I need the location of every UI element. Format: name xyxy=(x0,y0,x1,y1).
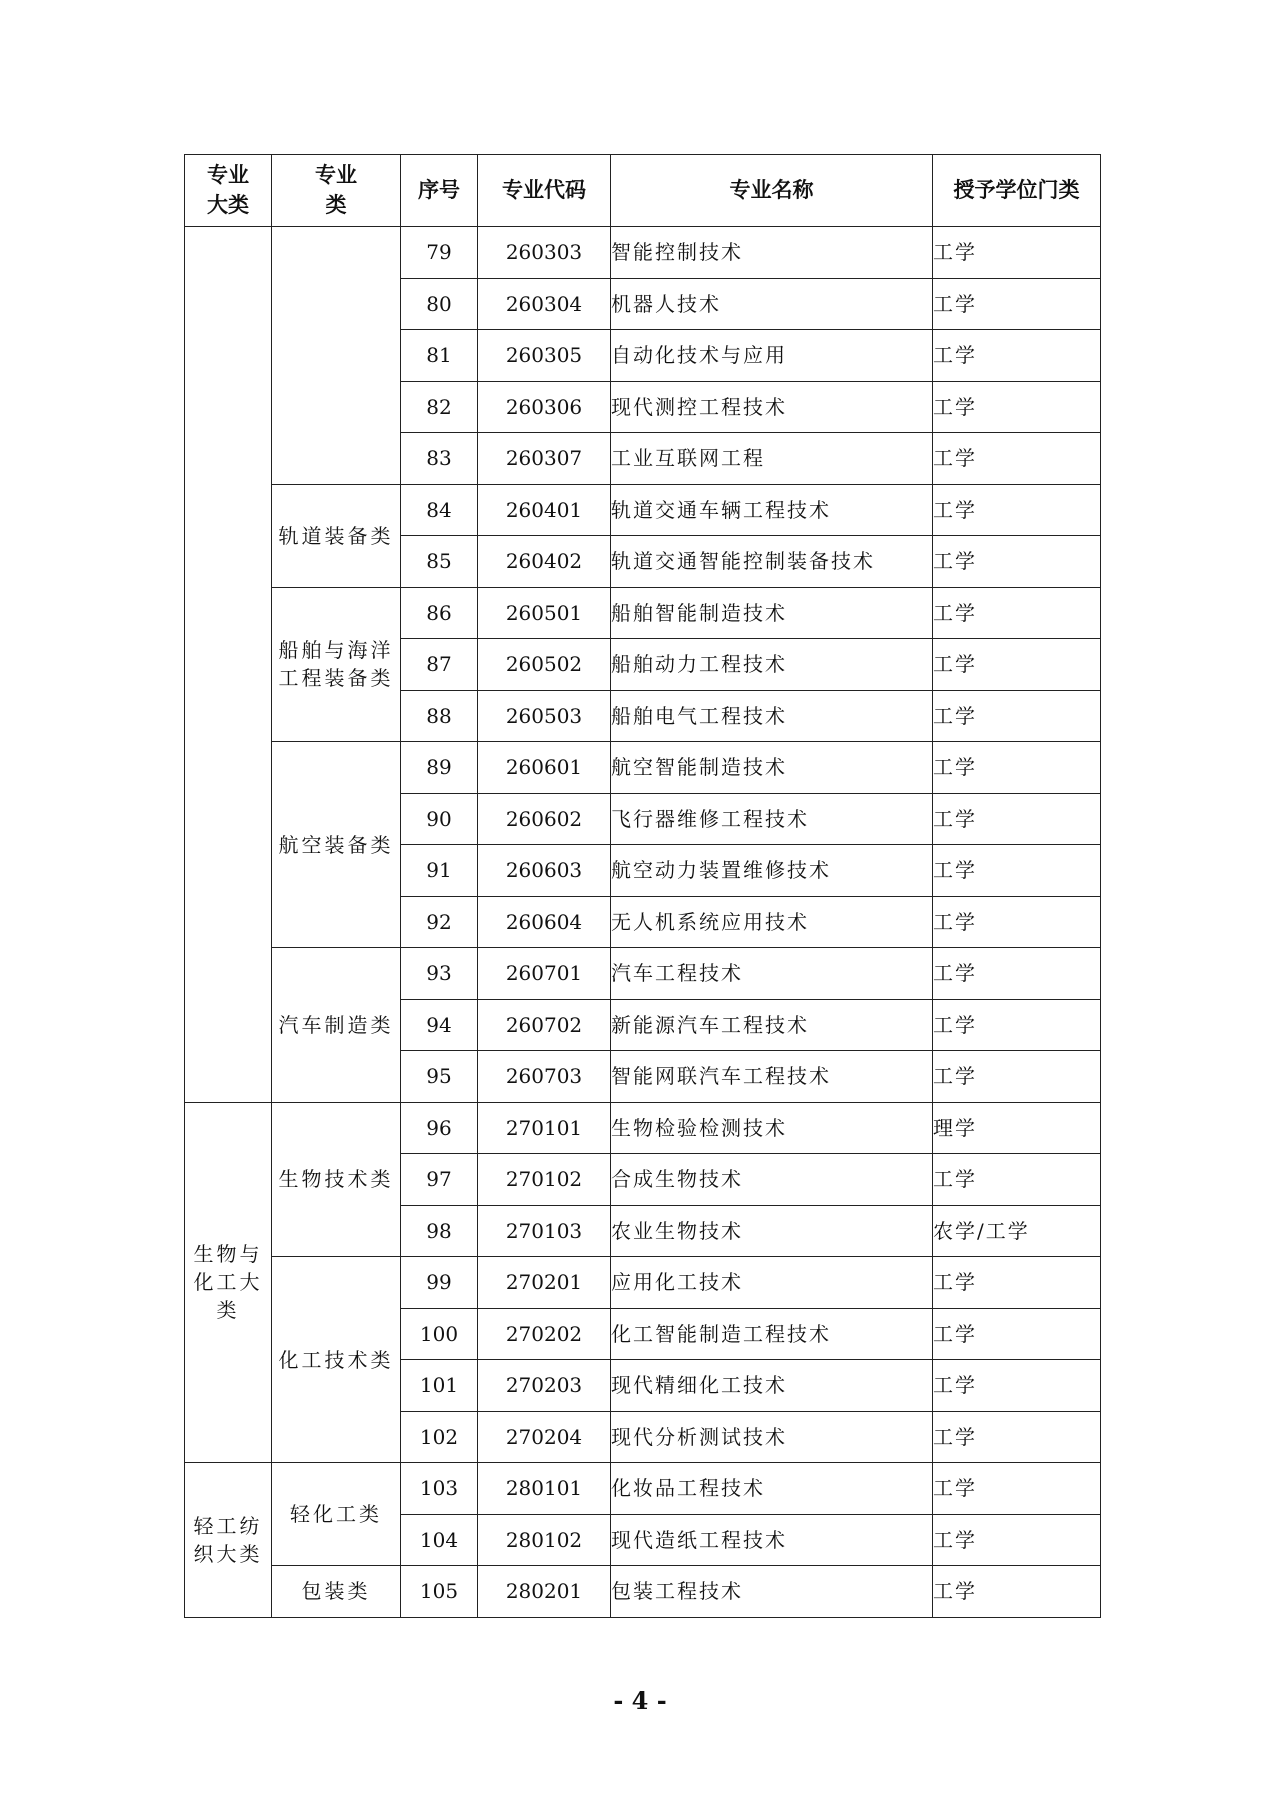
seq-cell: 82 xyxy=(401,381,478,433)
table-row xyxy=(185,484,1101,536)
degree-cell: 工学 xyxy=(933,1308,1101,1360)
seq-cell: 91 xyxy=(401,845,478,897)
code-cell: 260604 xyxy=(478,896,611,948)
degree-cell: 工学 xyxy=(933,639,1101,691)
major-catalog-table xyxy=(184,154,1101,1618)
seq-cell: 103 xyxy=(401,1463,478,1515)
group-cell: 轻化工类 xyxy=(272,1463,401,1566)
header-category: 专业 大类 xyxy=(185,155,272,227)
code-cell: 260703 xyxy=(478,1051,611,1103)
header-degree: 授予学位门类 xyxy=(933,155,1101,227)
code-cell: 260306 xyxy=(478,381,611,433)
name-cell: 包装工程技术 xyxy=(611,1566,933,1618)
seq-cell: 100 xyxy=(401,1308,478,1360)
group-cell: 轨道装备类 xyxy=(272,484,401,587)
seq-cell: 102 xyxy=(401,1411,478,1463)
name-cell: 无人机系统应用技术 xyxy=(611,896,933,948)
degree-cell: 工学 xyxy=(933,536,1101,588)
name-cell: 生物检验检测技术 xyxy=(611,1102,933,1154)
code-cell: 260503 xyxy=(478,690,611,742)
code-cell: 260402 xyxy=(478,536,611,588)
seq-cell: 105 xyxy=(401,1566,478,1618)
code-cell: 270102 xyxy=(478,1154,611,1206)
code-cell: 270204 xyxy=(478,1411,611,1463)
degree-cell: 工学 xyxy=(933,330,1101,382)
name-cell: 现代测控工程技术 xyxy=(611,381,933,433)
category-cell xyxy=(185,227,272,1103)
name-cell: 船舶电气工程技术 xyxy=(611,690,933,742)
name-cell: 自动化技术与应用 xyxy=(611,330,933,382)
seq-cell: 84 xyxy=(401,484,478,536)
code-cell: 260401 xyxy=(478,484,611,536)
degree-cell: 工学 xyxy=(933,896,1101,948)
table-row xyxy=(185,1102,1101,1154)
seq-cell: 93 xyxy=(401,948,478,1000)
name-cell: 现代造纸工程技术 xyxy=(611,1514,933,1566)
name-cell: 工业互联网工程 xyxy=(611,433,933,485)
seq-cell: 101 xyxy=(401,1360,478,1412)
table-row xyxy=(185,742,1101,794)
header-name: 专业名称 xyxy=(611,155,933,227)
code-cell: 260305 xyxy=(478,330,611,382)
degree-cell: 工学 xyxy=(933,1360,1101,1412)
degree-cell: 工学 xyxy=(933,690,1101,742)
degree-cell: 工学 xyxy=(933,742,1101,794)
code-cell: 260702 xyxy=(478,999,611,1051)
seq-cell: 81 xyxy=(401,330,478,382)
code-cell: 280102 xyxy=(478,1514,611,1566)
page-number: - 4 - xyxy=(613,1686,667,1715)
degree-cell: 工学 xyxy=(933,948,1101,1000)
code-cell: 270103 xyxy=(478,1205,611,1257)
code-cell: 260303 xyxy=(478,227,611,279)
degree-cell: 工学 xyxy=(933,587,1101,639)
seq-cell: 90 xyxy=(401,793,478,845)
group-cell xyxy=(272,227,401,485)
name-cell: 航空动力装置维修技术 xyxy=(611,845,933,897)
name-cell: 机器人技术 xyxy=(611,278,933,330)
table-row xyxy=(185,227,1101,279)
seq-cell: 86 xyxy=(401,587,478,639)
seq-cell: 92 xyxy=(401,896,478,948)
code-cell: 260307 xyxy=(478,433,611,485)
seq-cell: 95 xyxy=(401,1051,478,1103)
header-seq: 序号 xyxy=(401,155,478,227)
degree-cell: 工学 xyxy=(933,227,1101,279)
name-cell: 新能源汽车工程技术 xyxy=(611,999,933,1051)
seq-cell: 80 xyxy=(401,278,478,330)
degree-cell: 工学 xyxy=(933,381,1101,433)
name-cell: 飞行器维修工程技术 xyxy=(611,793,933,845)
header-code: 专业代码 xyxy=(478,155,611,227)
table-header-row xyxy=(185,155,1101,227)
group-cell: 化工技术类 xyxy=(272,1257,401,1463)
name-cell: 航空智能制造技术 xyxy=(611,742,933,794)
name-cell: 智能网联汽车工程技术 xyxy=(611,1051,933,1103)
table-row xyxy=(185,948,1101,1000)
degree-cell: 工学 xyxy=(933,845,1101,897)
table-row xyxy=(185,1463,1101,1515)
name-cell: 轨道交通智能控制装备技术 xyxy=(611,536,933,588)
table-row xyxy=(185,1566,1101,1618)
code-cell: 280101 xyxy=(478,1463,611,1515)
seq-cell: 94 xyxy=(401,999,478,1051)
table-body xyxy=(185,227,1101,1618)
category-cell: 轻工纺织大类 xyxy=(185,1463,272,1618)
seq-cell: 104 xyxy=(401,1514,478,1566)
group-cell: 汽车制造类 xyxy=(272,948,401,1103)
code-cell: 270203 xyxy=(478,1360,611,1412)
name-cell: 汽车工程技术 xyxy=(611,948,933,1000)
seq-cell: 99 xyxy=(401,1257,478,1309)
name-cell: 船舶智能制造技术 xyxy=(611,587,933,639)
seq-cell: 97 xyxy=(401,1154,478,1206)
degree-cell: 工学 xyxy=(933,1257,1101,1309)
degree-cell: 工学 xyxy=(933,793,1101,845)
degree-cell: 工学 xyxy=(933,1411,1101,1463)
header-group: 专业 类 xyxy=(272,155,401,227)
seq-cell: 96 xyxy=(401,1102,478,1154)
name-cell: 现代精细化工技术 xyxy=(611,1360,933,1412)
code-cell: 260502 xyxy=(478,639,611,691)
code-cell: 260304 xyxy=(478,278,611,330)
degree-cell: 理学 xyxy=(933,1102,1101,1154)
degree-cell: 工学 xyxy=(933,1463,1101,1515)
seq-cell: 89 xyxy=(401,742,478,794)
degree-cell: 农学/工学 xyxy=(933,1205,1101,1257)
name-cell: 应用化工技术 xyxy=(611,1257,933,1309)
table-row xyxy=(185,1257,1101,1309)
code-cell: 260603 xyxy=(478,845,611,897)
seq-cell: 85 xyxy=(401,536,478,588)
name-cell: 合成生物技术 xyxy=(611,1154,933,1206)
group-cell: 船舶与海洋工程装备类 xyxy=(272,587,401,742)
group-cell: 航空装备类 xyxy=(272,742,401,948)
degree-cell: 工学 xyxy=(933,1514,1101,1566)
table-row xyxy=(185,587,1101,639)
code-cell: 260602 xyxy=(478,793,611,845)
degree-cell: 工学 xyxy=(933,433,1101,485)
degree-cell: 工学 xyxy=(933,1154,1101,1206)
seq-cell: 98 xyxy=(401,1205,478,1257)
category-cell: 生物与化工大类 xyxy=(185,1102,272,1463)
group-cell: 包装类 xyxy=(272,1566,401,1618)
name-cell: 化妆品工程技术 xyxy=(611,1463,933,1515)
degree-cell: 工学 xyxy=(933,999,1101,1051)
code-cell: 280201 xyxy=(478,1566,611,1618)
name-cell: 轨道交通车辆工程技术 xyxy=(611,484,933,536)
code-cell: 260701 xyxy=(478,948,611,1000)
seq-cell: 79 xyxy=(401,227,478,279)
code-cell: 270101 xyxy=(478,1102,611,1154)
code-cell: 260601 xyxy=(478,742,611,794)
code-cell: 270202 xyxy=(478,1308,611,1360)
degree-cell: 工学 xyxy=(933,1051,1101,1103)
seq-cell: 87 xyxy=(401,639,478,691)
code-cell: 270201 xyxy=(478,1257,611,1309)
code-cell: 260501 xyxy=(478,587,611,639)
name-cell: 现代分析测试技术 xyxy=(611,1411,933,1463)
degree-cell: 工学 xyxy=(933,278,1101,330)
degree-cell: 工学 xyxy=(933,1566,1101,1618)
seq-cell: 88 xyxy=(401,690,478,742)
group-cell: 生物技术类 xyxy=(272,1102,401,1257)
name-cell: 化工智能制造工程技术 xyxy=(611,1308,933,1360)
name-cell: 智能控制技术 xyxy=(611,227,933,279)
name-cell: 农业生物技术 xyxy=(611,1205,933,1257)
seq-cell: 83 xyxy=(401,433,478,485)
name-cell: 船舶动力工程技术 xyxy=(611,639,933,691)
degree-cell: 工学 xyxy=(933,484,1101,536)
